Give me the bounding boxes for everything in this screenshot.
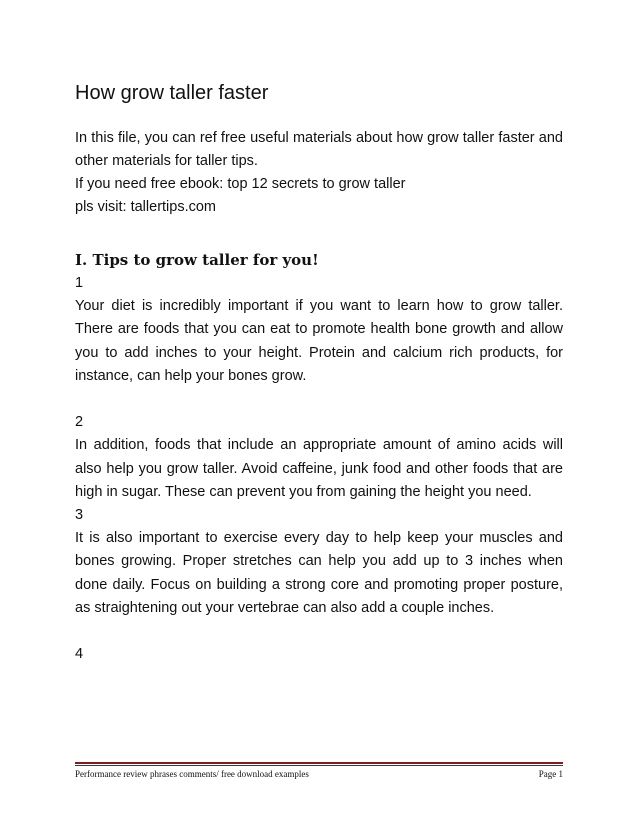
tip-number: 3 [75, 507, 84, 524]
tip-text: It is also important to exercise every day to help keep your muscles and bones growing. Proper stretches can help you add up to 3 inches when done daily. Focus on building a strong core and promoting proper posture, as straightening out your vertebrae can also add a couple inches. [75, 530, 563, 616]
section-heading: I. Tips to grow taller for you! [75, 251, 319, 269]
tip-number: 4 [75, 646, 84, 663]
blank-line [75, 620, 563, 643]
intro-line-3: pls visit: tallertips.com [75, 199, 217, 215]
tip-text: In addition, foods that include an appropriate amount of amino acids will also help you grow taller. Avoid caffeine, junk food and other foods that are high in sugar. These can prevent you from gaining the height you need. [75, 437, 563, 500]
footer-divider [75, 762, 563, 764]
tip-item [75, 411, 563, 504]
tip-number: 2 [75, 414, 84, 431]
page-number: Page 1 [538, 769, 563, 779]
tip-item [75, 643, 563, 666]
tip-text: Your diet is incredibly important if you want to learn how to grow taller. There are foods that you can eat to promote health bone growth and allow you to add inches to your height. Protein and calcium rich products, for instance, can help your bones grow. [75, 298, 563, 384]
footer-caption: Performance review phrases comments/ free download examples [75, 769, 309, 779]
document-title: How grow taller faster [75, 82, 269, 104]
tip-number: 1 [75, 275, 84, 291]
document-page [75, 0, 563, 826]
tip-item [75, 504, 563, 620]
tips-list [75, 272, 563, 666]
blank-line [75, 388, 563, 411]
intro-block [75, 127, 563, 219]
intro-line-1: In this file, you can ref free useful materials about how grow taller faster and other materials for taller tips. [75, 130, 563, 169]
intro-line-2: If you need free ebook: top 12 secrets to grow taller [75, 176, 406, 192]
tip-item [75, 272, 563, 388]
